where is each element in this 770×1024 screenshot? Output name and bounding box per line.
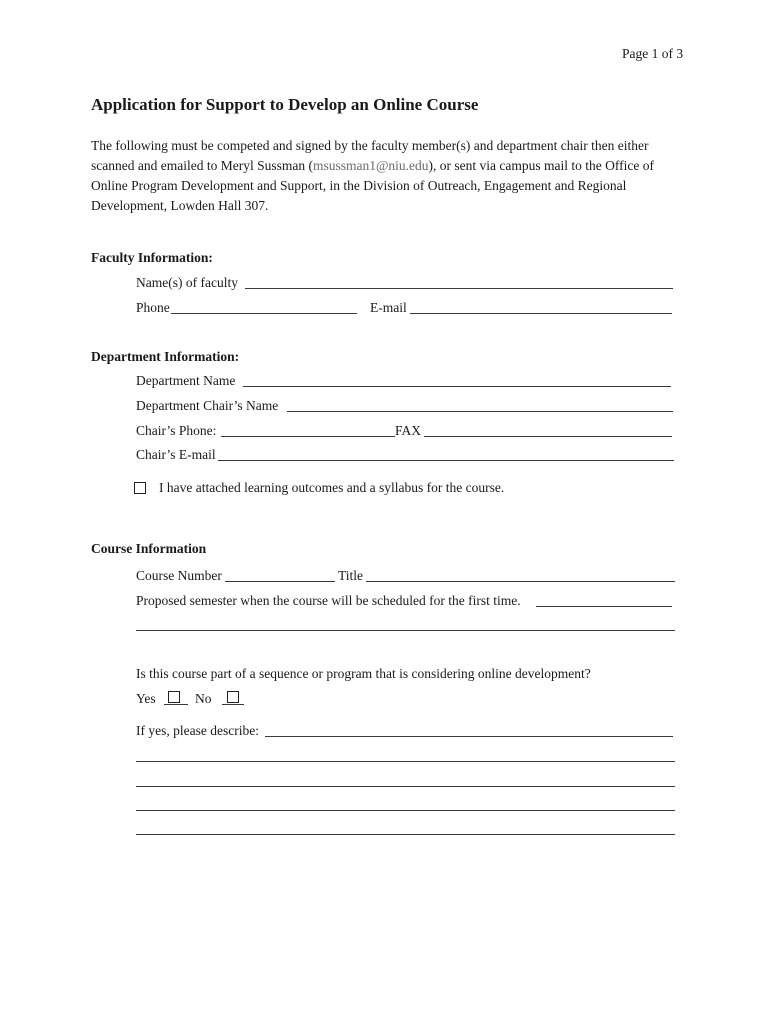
course-number-field[interactable] bbox=[225, 581, 335, 582]
no-label: No bbox=[195, 691, 212, 706]
faculty-phone-field[interactable] bbox=[171, 313, 357, 314]
course-title-field[interactable] bbox=[366, 581, 675, 582]
describe-field-line-4[interactable] bbox=[136, 810, 675, 811]
describe-field-line-2[interactable] bbox=[136, 761, 675, 762]
attachment-checkbox[interactable] bbox=[134, 482, 146, 494]
faculty-email-field[interactable] bbox=[410, 313, 672, 314]
describe-field[interactable] bbox=[265, 736, 673, 737]
intro-paragraph bbox=[91, 136, 681, 216]
department-section-heading: Department Information: bbox=[91, 349, 240, 364]
chair-phone-label: Chair’s Phone: bbox=[136, 423, 217, 438]
faculty-section-heading: Faculty Information: bbox=[91, 250, 213, 265]
chair-name-field[interactable] bbox=[287, 411, 673, 412]
course-section-heading: Course Information bbox=[91, 541, 207, 556]
describe-field-line-3[interactable] bbox=[136, 786, 675, 787]
chair-name-label: Department Chair’s Name bbox=[136, 398, 279, 413]
yes-underline bbox=[164, 704, 188, 705]
faculty-phone-label: Phone bbox=[136, 300, 170, 315]
chair-phone-field[interactable] bbox=[221, 436, 395, 437]
no-underline bbox=[222, 704, 244, 705]
course-number-label: Course Number bbox=[136, 568, 222, 583]
fax-field[interactable] bbox=[424, 436, 672, 437]
fax-label: FAX bbox=[395, 423, 422, 438]
page-number: Page 1 of 3 bbox=[622, 46, 684, 61]
document-title: Application for Support to Develop an Online Course bbox=[91, 95, 479, 114]
yes-checkbox[interactable] bbox=[168, 691, 180, 703]
sequence-question: Is this course part of a sequence or program that is considering online development? bbox=[136, 666, 591, 681]
contact-email-link[interactable]: msussman1@niu.edu bbox=[312, 158, 429, 173]
faculty-names-field[interactable] bbox=[245, 288, 673, 289]
department-name-field[interactable] bbox=[243, 386, 671, 387]
describe-label: If yes, please describe: bbox=[136, 723, 259, 738]
attachment-checkbox-label: I have attached learning outcomes and a syllabus for the course. bbox=[159, 480, 505, 495]
semester-label: Proposed semester when the course will be scheduled for the first time. bbox=[136, 593, 521, 608]
course-title-label: Title bbox=[338, 568, 364, 583]
faculty-email-label: E-mail bbox=[370, 300, 407, 315]
semester-field-continued[interactable] bbox=[136, 630, 675, 631]
intro-text-end: ), or sent via campus mail to the Office of Online Program Development and Support, in the Division of Outreach, Engagement and Regional Development, Lowden Hall 307. bbox=[91, 158, 654, 213]
chair-email-field[interactable] bbox=[218, 460, 674, 461]
intro-text-start: The following must be competed and signed by the faculty member(s) and department chair then either scanned and emailed to Meryl Sussman ( bbox=[91, 138, 649, 173]
department-name-label: Department Name bbox=[136, 373, 236, 388]
semester-field[interactable] bbox=[536, 606, 672, 607]
yes-label: Yes bbox=[136, 691, 156, 706]
describe-field-line-5[interactable] bbox=[136, 834, 675, 835]
chair-email-label: Chair’s E-mail bbox=[136, 447, 216, 462]
no-checkbox[interactable] bbox=[227, 691, 239, 703]
faculty-names-label: Name(s) of faculty bbox=[136, 275, 238, 290]
